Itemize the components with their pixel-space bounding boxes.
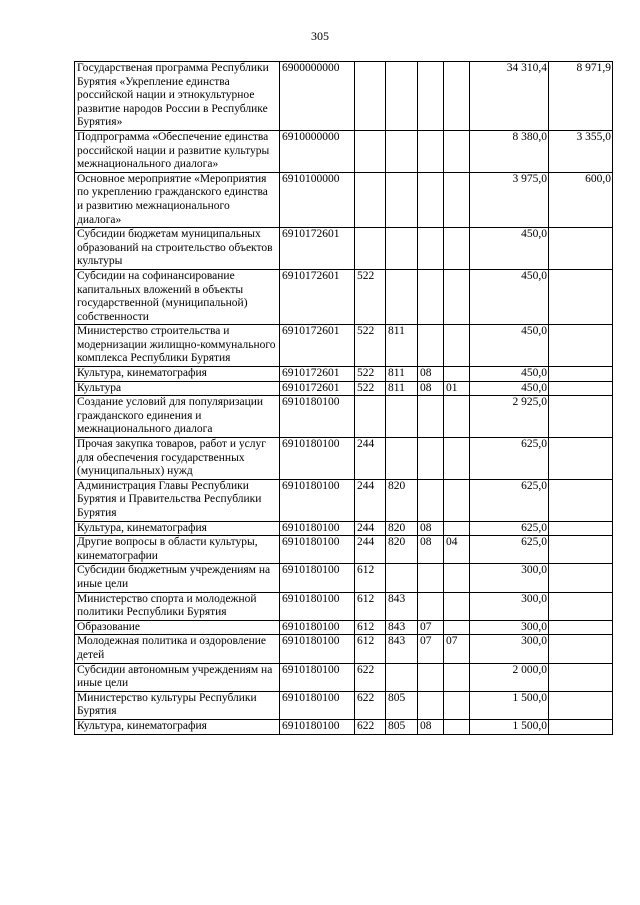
table-row bbox=[75, 592, 613, 620]
target-article-code: 6910172601 bbox=[280, 325, 355, 367]
line-item-name: Образование bbox=[75, 620, 280, 635]
section-code bbox=[418, 228, 444, 270]
table-row bbox=[75, 367, 613, 382]
subsection-code bbox=[444, 269, 470, 324]
target-article-code: 6910180100 bbox=[280, 592, 355, 620]
administrator-code: 843 bbox=[386, 620, 418, 635]
table-row bbox=[75, 381, 613, 396]
section-code bbox=[418, 438, 444, 480]
section-code bbox=[418, 479, 444, 521]
amount-secondary bbox=[549, 396, 613, 438]
expense-type-code: 622 bbox=[355, 719, 386, 734]
section-code: 08 bbox=[418, 536, 444, 564]
target-article-code: 6910180100 bbox=[280, 396, 355, 438]
target-article-code: 6910000000 bbox=[280, 130, 355, 172]
administrator-code: 805 bbox=[386, 691, 418, 719]
expense-type-code: 612 bbox=[355, 592, 386, 620]
administrator-code: 805 bbox=[386, 719, 418, 734]
subsection-code bbox=[444, 130, 470, 172]
subsection-code: 01 bbox=[444, 381, 470, 396]
target-article-code: 6910100000 bbox=[280, 172, 355, 227]
table-row bbox=[75, 635, 613, 663]
amount-primary: 1 500,0 bbox=[470, 719, 549, 734]
line-item-name: Культура, кинематография bbox=[75, 521, 280, 536]
amount-secondary bbox=[549, 691, 613, 719]
table-row bbox=[75, 536, 613, 564]
amount-secondary bbox=[549, 521, 613, 536]
expense-type-code bbox=[355, 62, 386, 131]
subsection-code bbox=[444, 325, 470, 367]
target-article-code: 6910172601 bbox=[280, 228, 355, 270]
line-item-name: Другие вопросы в области культуры, кинематографии bbox=[75, 536, 280, 564]
expense-type-code: 522 bbox=[355, 367, 386, 382]
target-article-code: 6910172601 bbox=[280, 269, 355, 324]
subsection-code bbox=[444, 620, 470, 635]
line-item-name: Субсидии бюджетным учреждениям на иные цели bbox=[75, 564, 280, 592]
section-code: 08 bbox=[418, 367, 444, 382]
target-article-code: 6910180100 bbox=[280, 536, 355, 564]
line-item-name: Прочая закупка товаров, работ и услуг для обеспечения государственных (муниципальных) нужд bbox=[75, 438, 280, 480]
line-item-name: Культура bbox=[75, 381, 280, 396]
expense-type-code: 244 bbox=[355, 521, 386, 536]
expense-type-code bbox=[355, 130, 386, 172]
amount-secondary bbox=[549, 381, 613, 396]
amount-secondary: 3 355,0 bbox=[549, 130, 613, 172]
subsection-code bbox=[444, 719, 470, 734]
subsection-code bbox=[444, 172, 470, 227]
amount-primary: 450,0 bbox=[470, 325, 549, 367]
amount-primary: 625,0 bbox=[470, 521, 549, 536]
administrator-code: 820 bbox=[386, 479, 418, 521]
amount-primary: 450,0 bbox=[470, 381, 549, 396]
table-row bbox=[75, 325, 613, 367]
amount-secondary bbox=[549, 228, 613, 270]
target-article-code: 6910180100 bbox=[280, 620, 355, 635]
amount-secondary bbox=[549, 635, 613, 663]
subsection-code bbox=[444, 438, 470, 480]
budget-table bbox=[74, 61, 613, 735]
target-article-code: 6910180100 bbox=[280, 438, 355, 480]
administrator-code: 811 bbox=[386, 325, 418, 367]
expense-type-code: 244 bbox=[355, 536, 386, 564]
amount-primary: 300,0 bbox=[470, 564, 549, 592]
table-row bbox=[75, 620, 613, 635]
administrator-code bbox=[386, 228, 418, 270]
target-article-code: 6910172601 bbox=[280, 367, 355, 382]
amount-secondary bbox=[549, 719, 613, 734]
administrator-code bbox=[386, 130, 418, 172]
administrator-code: 820 bbox=[386, 536, 418, 564]
line-item-name: Создание условий для популяризации гражданского единения и межнационального диалога bbox=[75, 396, 280, 438]
table-row bbox=[75, 130, 613, 172]
administrator-code bbox=[386, 564, 418, 592]
line-item-name: Министерство культуры Республики Бурятия bbox=[75, 691, 280, 719]
amount-primary: 3 975,0 bbox=[470, 172, 549, 227]
expense-type-code: 612 bbox=[355, 635, 386, 663]
section-code bbox=[418, 172, 444, 227]
subsection-code bbox=[444, 228, 470, 270]
amount-primary: 625,0 bbox=[470, 536, 549, 564]
section-code: 08 bbox=[418, 521, 444, 536]
amount-secondary bbox=[549, 592, 613, 620]
subsection-code bbox=[444, 62, 470, 131]
amount-primary: 450,0 bbox=[470, 269, 549, 324]
amount-secondary bbox=[549, 564, 613, 592]
table-row bbox=[75, 269, 613, 324]
subsection-code bbox=[444, 479, 470, 521]
table-row bbox=[75, 228, 613, 270]
table-row bbox=[75, 172, 613, 227]
amount-primary: 300,0 bbox=[470, 592, 549, 620]
expense-type-code: 522 bbox=[355, 269, 386, 324]
subsection-code bbox=[444, 663, 470, 691]
table-row bbox=[75, 719, 613, 734]
target-article-code: 6910180100 bbox=[280, 521, 355, 536]
table-row bbox=[75, 663, 613, 691]
administrator-code bbox=[386, 172, 418, 227]
amount-secondary bbox=[549, 325, 613, 367]
expense-type-code bbox=[355, 172, 386, 227]
target-article-code: 6910180100 bbox=[280, 691, 355, 719]
section-code bbox=[418, 663, 444, 691]
table-row bbox=[75, 521, 613, 536]
section-code bbox=[418, 396, 444, 438]
section-code bbox=[418, 62, 444, 131]
line-item-name: Государственая программа Республики Бурятия «Укрепление единства российской нации и этнокультурное развитие народов России в Республике Бурятия» bbox=[75, 62, 280, 131]
section-code bbox=[418, 564, 444, 592]
amount-secondary bbox=[549, 620, 613, 635]
expense-type-code: 622 bbox=[355, 691, 386, 719]
amount-secondary bbox=[549, 438, 613, 480]
subsection-code bbox=[444, 691, 470, 719]
subsection-code bbox=[444, 367, 470, 382]
line-item-name: Культура, кинематография bbox=[75, 367, 280, 382]
amount-secondary: 600,0 bbox=[549, 172, 613, 227]
amount-primary: 625,0 bbox=[470, 438, 549, 480]
subsection-code: 07 bbox=[444, 635, 470, 663]
amount-secondary bbox=[549, 663, 613, 691]
administrator-code bbox=[386, 62, 418, 131]
expense-type-code: 522 bbox=[355, 381, 386, 396]
table-row bbox=[75, 564, 613, 592]
subsection-code bbox=[444, 564, 470, 592]
administrator-code bbox=[386, 663, 418, 691]
administrator-code bbox=[386, 269, 418, 324]
amount-primary: 8 380,0 bbox=[470, 130, 549, 172]
line-item-name: Субсидии на софинансирование капитальных вложений в объекты государственной (муниципальной) собственности bbox=[75, 269, 280, 324]
target-article-code: 6910180100 bbox=[280, 564, 355, 592]
amount-primary: 1 500,0 bbox=[470, 691, 549, 719]
line-item-name: Субсидии автономным учреждениям на иные цели bbox=[75, 663, 280, 691]
amount-secondary bbox=[549, 269, 613, 324]
expense-type-code bbox=[355, 228, 386, 270]
target-article-code: 6910180100 bbox=[280, 635, 355, 663]
amount-primary: 2 925,0 bbox=[470, 396, 549, 438]
table-row bbox=[75, 438, 613, 480]
line-item-name: Министерство спорта и молодежной политики Республики Бурятия bbox=[75, 592, 280, 620]
section-code: 08 bbox=[418, 719, 444, 734]
amount-primary: 34 310,4 bbox=[470, 62, 549, 131]
administrator-code: 820 bbox=[386, 521, 418, 536]
target-article-code: 6910180100 bbox=[280, 479, 355, 521]
amount-secondary bbox=[549, 367, 613, 382]
line-item-name: Субсидии бюджетам муниципальных образований на строительство объектов культуры bbox=[75, 228, 280, 270]
expense-type-code bbox=[355, 396, 386, 438]
section-code bbox=[418, 269, 444, 324]
administrator-code bbox=[386, 396, 418, 438]
section-code: 07 bbox=[418, 620, 444, 635]
expense-type-code: 612 bbox=[355, 620, 386, 635]
line-item-name: Молодежная политика и оздоровление детей bbox=[75, 635, 280, 663]
amount-secondary bbox=[549, 536, 613, 564]
table-row bbox=[75, 479, 613, 521]
administrator-code bbox=[386, 438, 418, 480]
amount-primary: 300,0 bbox=[470, 620, 549, 635]
table-row bbox=[75, 396, 613, 438]
expense-type-code: 244 bbox=[355, 438, 386, 480]
section-code bbox=[418, 130, 444, 172]
target-article-code: 6910172601 bbox=[280, 381, 355, 396]
section-code: 08 bbox=[418, 381, 444, 396]
line-item-name: Культура, кинематография bbox=[75, 719, 280, 734]
line-item-name: Подпрограмма «Обеспечение единства российской нации и развитие культуры межнационального диалога» bbox=[75, 130, 280, 172]
budget-table-body bbox=[75, 62, 613, 735]
expense-type-code: 612 bbox=[355, 564, 386, 592]
expense-type-code: 244 bbox=[355, 479, 386, 521]
section-code: 07 bbox=[418, 635, 444, 663]
administrator-code: 811 bbox=[386, 381, 418, 396]
page-number: 305 bbox=[311, 29, 329, 43]
target-article-code: 6910180100 bbox=[280, 719, 355, 734]
section-code bbox=[418, 325, 444, 367]
line-item-name: Основное мероприятие «Мероприятия по укреплению гражданского единства и развитию межнационального диалога» bbox=[75, 172, 280, 227]
subsection-code: 04 bbox=[444, 536, 470, 564]
amount-primary: 300,0 bbox=[470, 635, 549, 663]
amount-primary: 625,0 bbox=[470, 479, 549, 521]
expense-type-code: 622 bbox=[355, 663, 386, 691]
amount-primary: 450,0 bbox=[470, 367, 549, 382]
section-code bbox=[418, 592, 444, 620]
amount-secondary bbox=[549, 479, 613, 521]
amount-primary: 2 000,0 bbox=[470, 663, 549, 691]
line-item-name: Министерство строительства и модернизации жилищно-коммунального комплекса Республики Бурятия bbox=[75, 325, 280, 367]
target-article-code: 6910180100 bbox=[280, 663, 355, 691]
amount-primary: 450,0 bbox=[470, 228, 549, 270]
line-item-name: Администрация Главы Республики Бурятия и Правительства Республики Бурятия bbox=[75, 479, 280, 521]
subsection-code bbox=[444, 521, 470, 536]
section-code bbox=[418, 691, 444, 719]
table-row bbox=[75, 62, 613, 131]
amount-secondary: 8 971,9 bbox=[549, 62, 613, 131]
expense-type-code: 522 bbox=[355, 325, 386, 367]
subsection-code bbox=[444, 592, 470, 620]
administrator-code: 811 bbox=[386, 367, 418, 382]
subsection-code bbox=[444, 396, 470, 438]
administrator-code: 843 bbox=[386, 635, 418, 663]
target-article-code: 6900000000 bbox=[280, 62, 355, 131]
administrator-code: 843 bbox=[386, 592, 418, 620]
table-row bbox=[75, 691, 613, 719]
